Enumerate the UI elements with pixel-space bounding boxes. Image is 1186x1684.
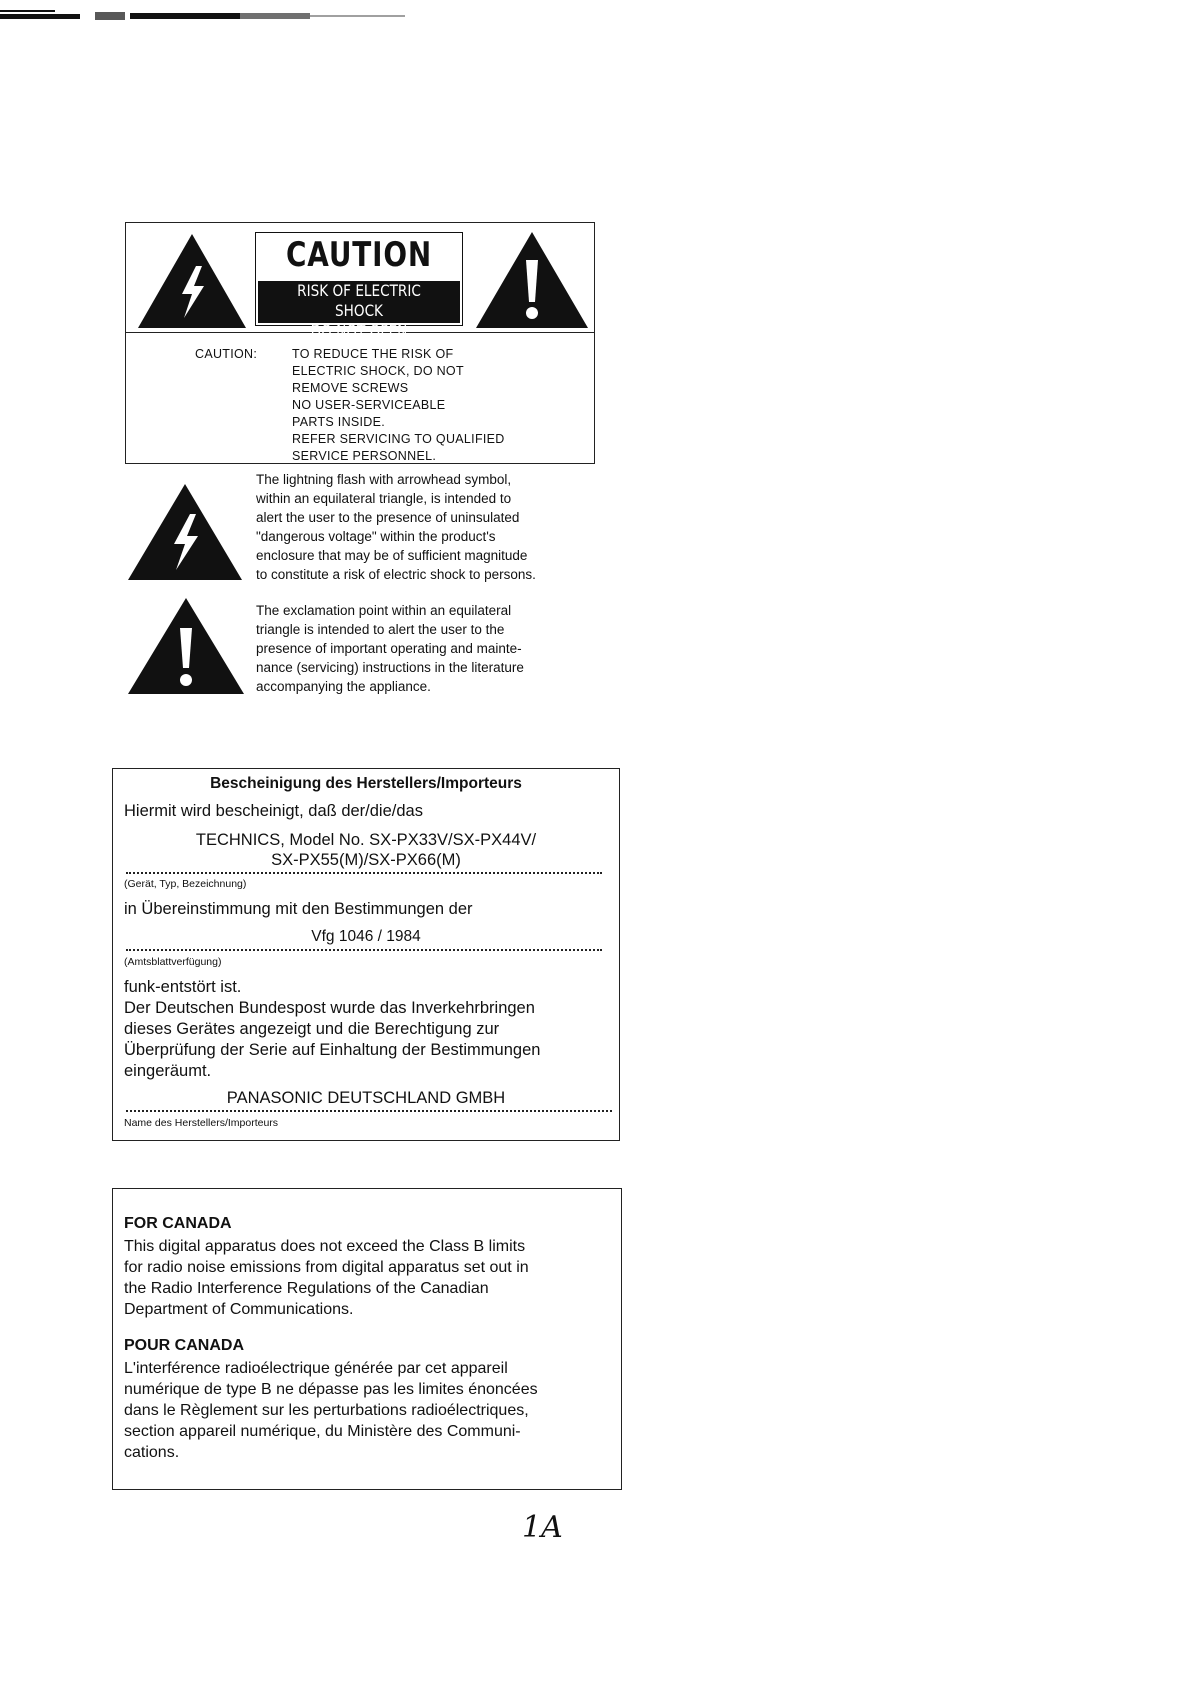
caution-line: TO REDUCE THE RISK OF <box>292 347 454 361</box>
explanation-line: The exclamation point within an equilateral <box>256 603 512 618</box>
notice-line: dans le Règlement sur les perturbations radioélectriques, <box>124 1402 529 1419</box>
caution-line: NO USER-SERVICEABLE <box>292 398 446 412</box>
certificate-heading: Bescheinigung des Herstellers/Importeurs <box>210 775 522 792</box>
notice-line: Department of Communications. <box>124 1301 354 1318</box>
caution-line: PARTS INSIDE. <box>292 415 386 429</box>
body-line: Der Deutschen Bundespost wurde das Inverkehrbringen <box>124 999 535 1017</box>
regulation-number: Vfg 1046 / 1984 <box>311 928 421 945</box>
notice-line: cations. <box>124 1444 180 1461</box>
notice-line: for radio noise emissions from digital apparatus set out in <box>124 1259 529 1276</box>
regulation-dotted-line <box>126 949 602 951</box>
manufacturer-name: PANASONIC DEUTSCHLAND GMBH <box>226 1089 506 1107</box>
caution-line: ELECTRIC SHOCK, DO NOT <box>292 364 464 378</box>
model-line-1: TECHNICS, Model No. SX-PX33V/SX-PX44V/ <box>195 831 537 849</box>
scan-artifact-bar <box>0 10 410 24</box>
canada-en-text <box>124 1236 609 1320</box>
risk-line-2: DO NOT OPEN <box>310 321 408 340</box>
risk-band <box>258 281 460 340</box>
explanation-line: presence of important operating and mainte- <box>256 641 522 656</box>
body-line: eingeräumt. <box>124 1062 212 1080</box>
exclamation-explanation <box>256 601 600 696</box>
explanation-line: to constitute a risk of electric shock to persons. <box>256 567 536 582</box>
regulation-caption: (Amtsblattverfügung) <box>124 956 222 968</box>
caution-label <box>255 232 463 340</box>
explanation-line: "dangerous voltage" within the product's <box>256 529 496 544</box>
lightning-symbol-icon <box>126 482 244 582</box>
explanation-line: triangle is intended to alert the user to the <box>256 622 505 637</box>
notice-line: section appareil numérique, du Ministère des Communi- <box>124 1423 521 1440</box>
canada-fr-text <box>124 1358 609 1463</box>
notice-line: L'interférence radioélectrique générée par cet appareil <box>124 1360 508 1377</box>
body-line: Überprüfung der Serie auf Einhaltung der Bestimmungen <box>124 1041 541 1059</box>
caution-instructions <box>292 346 505 465</box>
explanation-line: The lightning flash with arrowhead symbol, <box>256 472 512 487</box>
lightning-explanation <box>256 470 600 584</box>
german-certificate-box <box>112 768 620 1141</box>
caution-line: SERVICE PERSONNEL. <box>292 449 437 463</box>
explanation-line: nance (servicing) instructions in the literature <box>256 660 524 675</box>
explanation-line: alert the user to the presence of uninsulated <box>256 510 520 525</box>
notice-line: the Radio Interference Regulations of the Canadian <box>124 1280 489 1297</box>
exclamation-symbol-icon <box>126 596 246 696</box>
certificate-intro: Hiermit wird bescheinigt, daß der/die/das <box>124 802 423 820</box>
body-line: dieses Gerätes angezeigt und die Berechtigung zur <box>124 1020 500 1038</box>
lightning-warning-icon <box>136 232 248 330</box>
notice-line: numérique de type B ne dépasse pas les limites énoncées <box>124 1381 538 1398</box>
explanation-line: accompanying the appliance. <box>256 679 431 694</box>
model-line-2: SX-PX55(M)/SX-PX66(M) <box>271 851 461 869</box>
explanation-line: within an equilateral triangle, is intended to <box>256 491 512 506</box>
model-dotted-line <box>126 872 602 874</box>
model-caption: (Gerät, Typ, Bezeichnung) <box>124 878 247 890</box>
conformity-line: in Übereinstimmung mit den Bestimmungen der <box>124 900 473 918</box>
exclamation-warning-icon <box>474 230 590 330</box>
suppression-line: funk-entstört ist. <box>124 978 242 996</box>
notice-line: This digital apparatus does not exceed the Class B limits <box>124 1238 526 1255</box>
caution-prefix: CAUTION: <box>195 347 258 361</box>
caution-line: REMOVE SCREWS <box>292 381 409 395</box>
canada-fr-heading: POUR CANADA <box>124 1337 244 1354</box>
risk-line-1: RISK OF ELECTRIC SHOCK <box>297 281 421 320</box>
certificate-body <box>124 998 608 1082</box>
caution-title: CAUTION <box>286 235 432 275</box>
manufacturer-caption: Name des Herstellers/Importeurs <box>124 1117 279 1129</box>
caution-line: REFER SERVICING TO QUALIFIED <box>292 432 505 446</box>
page-mark: 1A <box>522 1510 563 1545</box>
manufacturer-dotted-line <box>126 1110 612 1112</box>
explanation-line: enclosure that may be of sufficient magnitude <box>256 548 528 563</box>
canada-en-heading: FOR CANADA <box>124 1215 232 1232</box>
